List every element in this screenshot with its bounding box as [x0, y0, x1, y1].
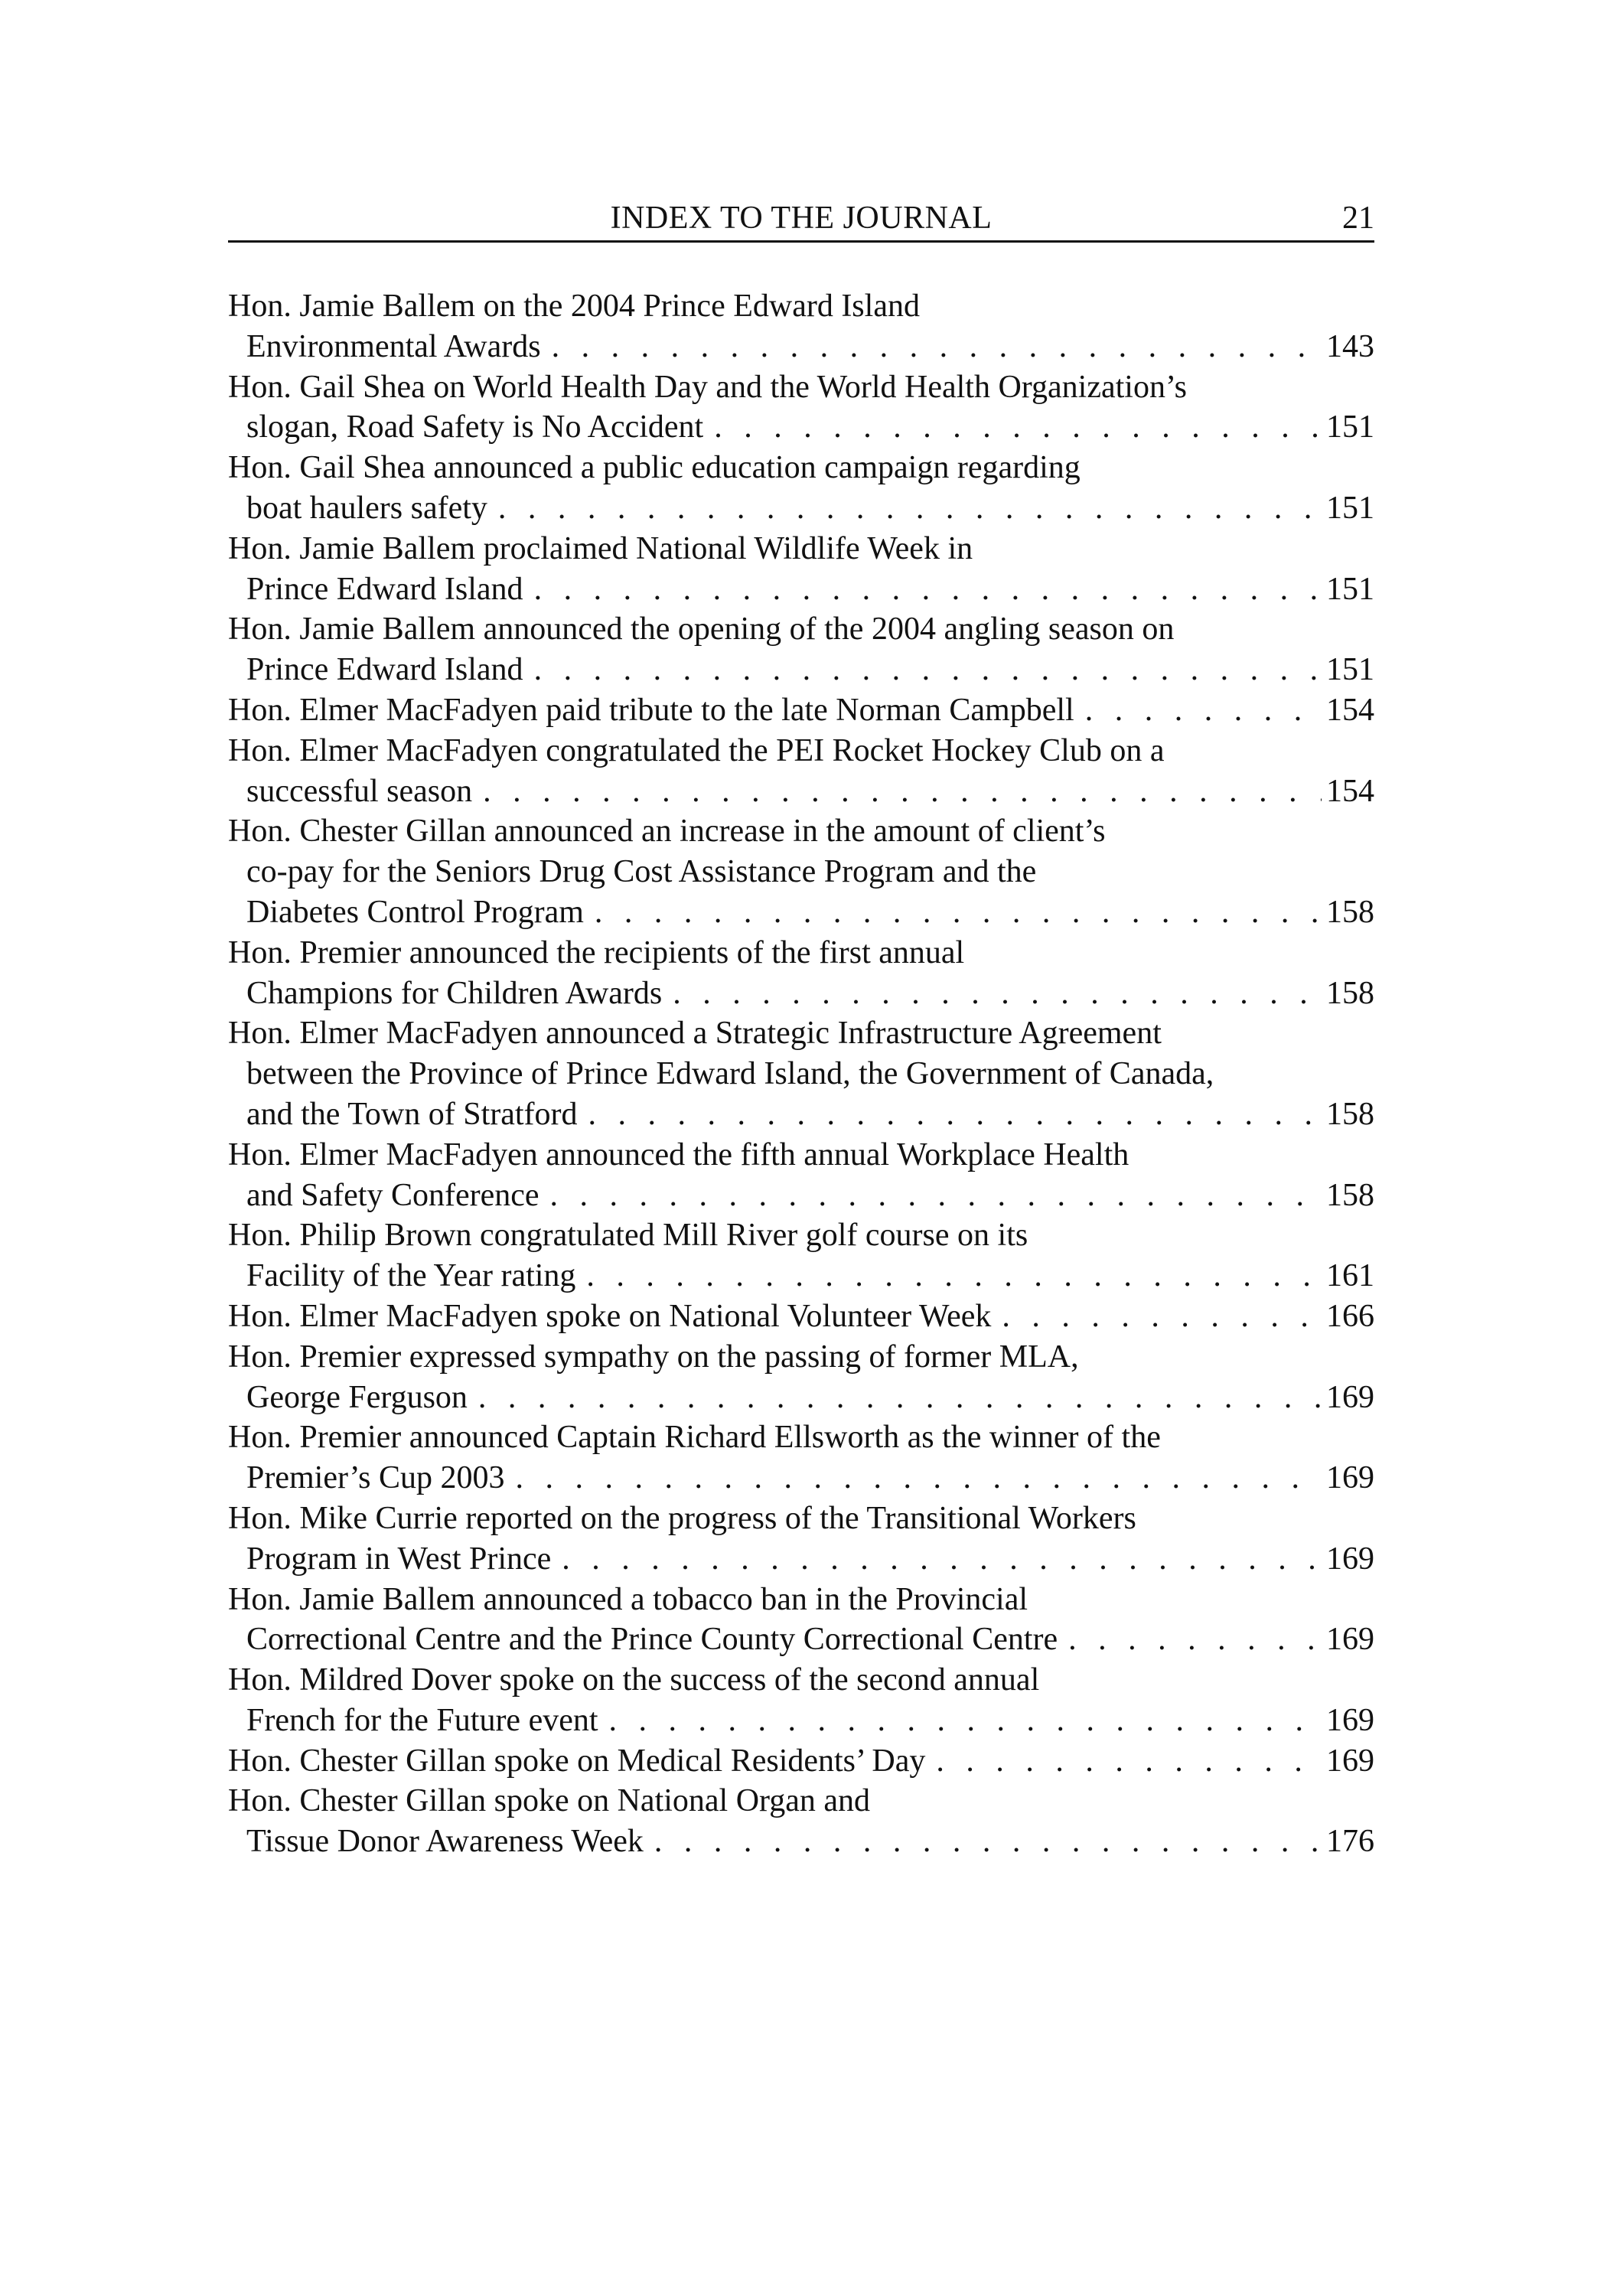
index-entry: [228, 1580, 1374, 1661]
dot-leader: [550, 1176, 1322, 1216]
dot-leader: [552, 327, 1322, 367]
entry-line-with-leader: [228, 488, 1374, 529]
entry-text: Hon. Elmer MacFadyen announced the fifth annual Workplace Health: [228, 1137, 1129, 1172]
index-entry: [228, 609, 1374, 690]
entry-line-with-leader: [228, 771, 1374, 812]
entry-line: [228, 609, 1374, 650]
entry-page-number: 169: [1326, 1541, 1374, 1577]
index-entry: [228, 811, 1374, 932]
index-entry: [228, 1013, 1374, 1134]
entry-line: [228, 1580, 1374, 1620]
index-entry: [228, 1135, 1374, 1216]
index-entry: [228, 529, 1374, 610]
entry-text: George Ferguson: [246, 1379, 468, 1415]
dot-leader: [1085, 690, 1322, 731]
dot-leader: [936, 1741, 1322, 1782]
entry-page-number: 143: [1326, 328, 1374, 364]
dot-leader: [588, 1094, 1322, 1135]
entry-text: Diabetes Control Program: [246, 894, 584, 930]
entry-text: Tissue Donor Awareness Week: [246, 1824, 644, 1860]
entry-line: [228, 286, 1374, 327]
dot-leader: [714, 407, 1322, 448]
index-entry: [228, 1417, 1374, 1499]
index-entry: [228, 731, 1374, 812]
entry-text: Hon. Mike Currie reported on the progress of the Transitional Workers: [228, 1500, 1136, 1536]
entry-line: [228, 1054, 1374, 1094]
entry-text: and Safety Conference: [246, 1177, 539, 1213]
entry-line-with-leader: [228, 327, 1374, 367]
entry-text: and the Town of Stratford: [246, 1096, 578, 1132]
entry-text: French for the Future event: [246, 1702, 598, 1738]
entry-page-number: 154: [1326, 692, 1374, 728]
entry-page-number: 169: [1326, 1702, 1374, 1738]
entry-line: [228, 367, 1374, 408]
entry-page-number: 158: [1326, 975, 1374, 1011]
dot-leader: [516, 1458, 1322, 1499]
dot-leader: [562, 1539, 1322, 1580]
entry-text: Hon. Mildred Dover spoke on the success of the second annual: [228, 1662, 1040, 1698]
entry-text: Hon. Premier announced Captain Richard Ellsworth as the winner of the: [228, 1420, 1161, 1456]
entry-text: Hon. Gail Shea on World Health Day and the World Health Organization’s: [228, 369, 1187, 405]
entry-line-with-leader: [228, 1619, 1374, 1660]
index-entry: [228, 1296, 1374, 1337]
entry-line: [228, 852, 1374, 892]
dot-leader: [1002, 1296, 1322, 1337]
index-entry: [228, 367, 1374, 448]
entry-line: [228, 1417, 1374, 1458]
entry-page-number: 169: [1326, 1743, 1374, 1779]
entry-page-number: 151: [1326, 409, 1374, 445]
entry-page-number: 158: [1326, 894, 1374, 930]
entry-text: Facility of the Year rating: [246, 1258, 576, 1294]
entry-text: Premier’s Cup 2003: [246, 1460, 505, 1496]
entry-page-number: 176: [1326, 1824, 1374, 1860]
entry-line-with-leader: [228, 1378, 1374, 1418]
dot-leader: [1068, 1619, 1322, 1660]
index-entry: [228, 448, 1374, 529]
entry-line-with-leader: [228, 1176, 1374, 1216]
index-entry: [228, 1215, 1374, 1296]
entry-line: [228, 1499, 1374, 1539]
index-entry: [228, 1781, 1374, 1862]
entry-page-number: 161: [1326, 1258, 1374, 1294]
entry-line-with-leader: [228, 650, 1374, 690]
entry-text: co-pay for the Seniors Drug Cost Assistance Program and the: [246, 854, 1037, 890]
index-entry: [228, 1499, 1374, 1580]
entry-line: [228, 1215, 1374, 1256]
entry-page-number: 151: [1326, 490, 1374, 526]
entry-text: Hon. Premier expressed sympathy on the passing of former MLA,: [228, 1339, 1079, 1375]
entry-line-with-leader: [228, 1094, 1374, 1135]
entry-line: [228, 1135, 1374, 1176]
entry-text: Hon. Chester Gillan spoke on Medical Residents’ Day: [228, 1743, 926, 1779]
entry-line: [228, 1660, 1374, 1701]
entry-text: Hon. Elmer MacFadyen congratulated the PEI Rocket Hockey Club on a: [228, 732, 1165, 768]
dot-leader: [673, 974, 1322, 1014]
entry-page-number: 151: [1326, 652, 1374, 688]
entry-text: between the Province of Prince Edward Island, the Government of Canada,: [246, 1056, 1214, 1092]
entry-line: [228, 529, 1374, 569]
index-entry: [228, 1337, 1374, 1418]
entry-text: Correctional Centre and the Prince County Correctional Centre: [246, 1622, 1058, 1658]
dot-leader: [534, 569, 1322, 610]
entry-line: [228, 731, 1374, 771]
entry-text: Hon. Jamie Ballem announced a tobacco ban in the Provincial: [228, 1581, 1028, 1617]
entry-page-number: 169: [1326, 1379, 1374, 1415]
entry-line-with-leader: [228, 1539, 1374, 1580]
dot-leader: [534, 650, 1322, 690]
entry-line: [228, 448, 1374, 488]
entry-text: Hon. Jamie Ballem announced the opening of the 2004 angling season on: [228, 612, 1175, 647]
entry-text: Hon. Premier announced the recipients of the first annual: [228, 934, 965, 970]
entry-line: [228, 1337, 1374, 1378]
entry-line-with-leader: [228, 892, 1374, 933]
index-entry: [228, 690, 1374, 731]
entry-text: Hon. Gail Shea announced a public education campaign regarding: [228, 450, 1081, 486]
index-entry: [228, 286, 1374, 367]
dot-leader: [586, 1256, 1322, 1296]
entry-text: Hon. Jamie Ballem proclaimed National Wildlife Week in: [228, 530, 973, 566]
entry-page-number: 158: [1326, 1177, 1374, 1213]
entry-text: successful season: [246, 773, 473, 809]
dot-leader: [498, 488, 1322, 529]
entry-line-with-leader: [228, 1701, 1374, 1741]
page-header: [228, 193, 1374, 243]
entry-line-with-leader: [228, 1741, 1374, 1782]
entry-text: Prince Edward Island: [246, 652, 523, 688]
entry-text: Program in West Prince: [246, 1541, 552, 1577]
dot-leader: [478, 1378, 1322, 1418]
dot-leader: [595, 892, 1322, 933]
entry-line: [228, 933, 1374, 974]
entry-text: slogan, Road Safety is No Accident: [246, 409, 704, 445]
entry-page-number: 151: [1326, 571, 1374, 607]
entry-text: Hon. Elmer MacFadyen spoke on National Volunteer Week: [228, 1298, 992, 1334]
entry-line-with-leader: [228, 407, 1374, 448]
entry-text: Hon. Philip Brown congratulated Mill River golf course on its: [228, 1218, 1028, 1254]
page-number: 21: [1342, 201, 1374, 236]
entry-text: Hon. Elmer MacFadyen paid tribute to the late Norman Campbell: [228, 692, 1074, 728]
entry-text: Champions for Children Awards: [246, 975, 663, 1011]
entry-line: [228, 1013, 1374, 1054]
dot-leader: [483, 771, 1322, 812]
entry-page-number: 158: [1326, 1096, 1374, 1132]
entry-line-with-leader: [228, 690, 1374, 731]
entry-line-with-leader: [228, 1821, 1374, 1862]
entry-text: Hon. Chester Gillan announced an increase in the amount of client’s: [228, 814, 1106, 850]
entry-line: [228, 1781, 1374, 1821]
entry-text: Hon. Elmer MacFadyen announced a Strategic Infrastructure Agreement: [228, 1016, 1162, 1052]
entry-text: Prince Edward Island: [246, 571, 523, 607]
entry-page-number: 166: [1326, 1298, 1374, 1334]
dot-leader: [654, 1821, 1322, 1862]
entry-line: [228, 811, 1374, 852]
entry-text: Hon. Jamie Ballem on the 2004 Prince Edward Island: [228, 289, 920, 324]
entry-line-with-leader: [228, 1458, 1374, 1499]
entry-text: boat haulers safety: [246, 490, 487, 526]
index-list: [228, 286, 1374, 1862]
entry-line-with-leader: [228, 1296, 1374, 1337]
index-entry: [228, 933, 1374, 1014]
dot-leader: [609, 1701, 1322, 1741]
entry-page-number: 169: [1326, 1460, 1374, 1496]
entry-line-with-leader: [228, 974, 1374, 1014]
entry-line-with-leader: [228, 569, 1374, 610]
entry-page-number: 154: [1326, 773, 1374, 809]
running-title: INDEX TO THE JOURNAL: [610, 201, 993, 236]
entry-line-with-leader: [228, 1256, 1374, 1296]
index-entry: [228, 1660, 1374, 1741]
entry-page-number: 169: [1326, 1622, 1374, 1658]
index-entry: [228, 1741, 1374, 1782]
entry-text: Environmental Awards: [246, 328, 541, 364]
entry-text: Hon. Chester Gillan spoke on National Organ and: [228, 1783, 871, 1819]
